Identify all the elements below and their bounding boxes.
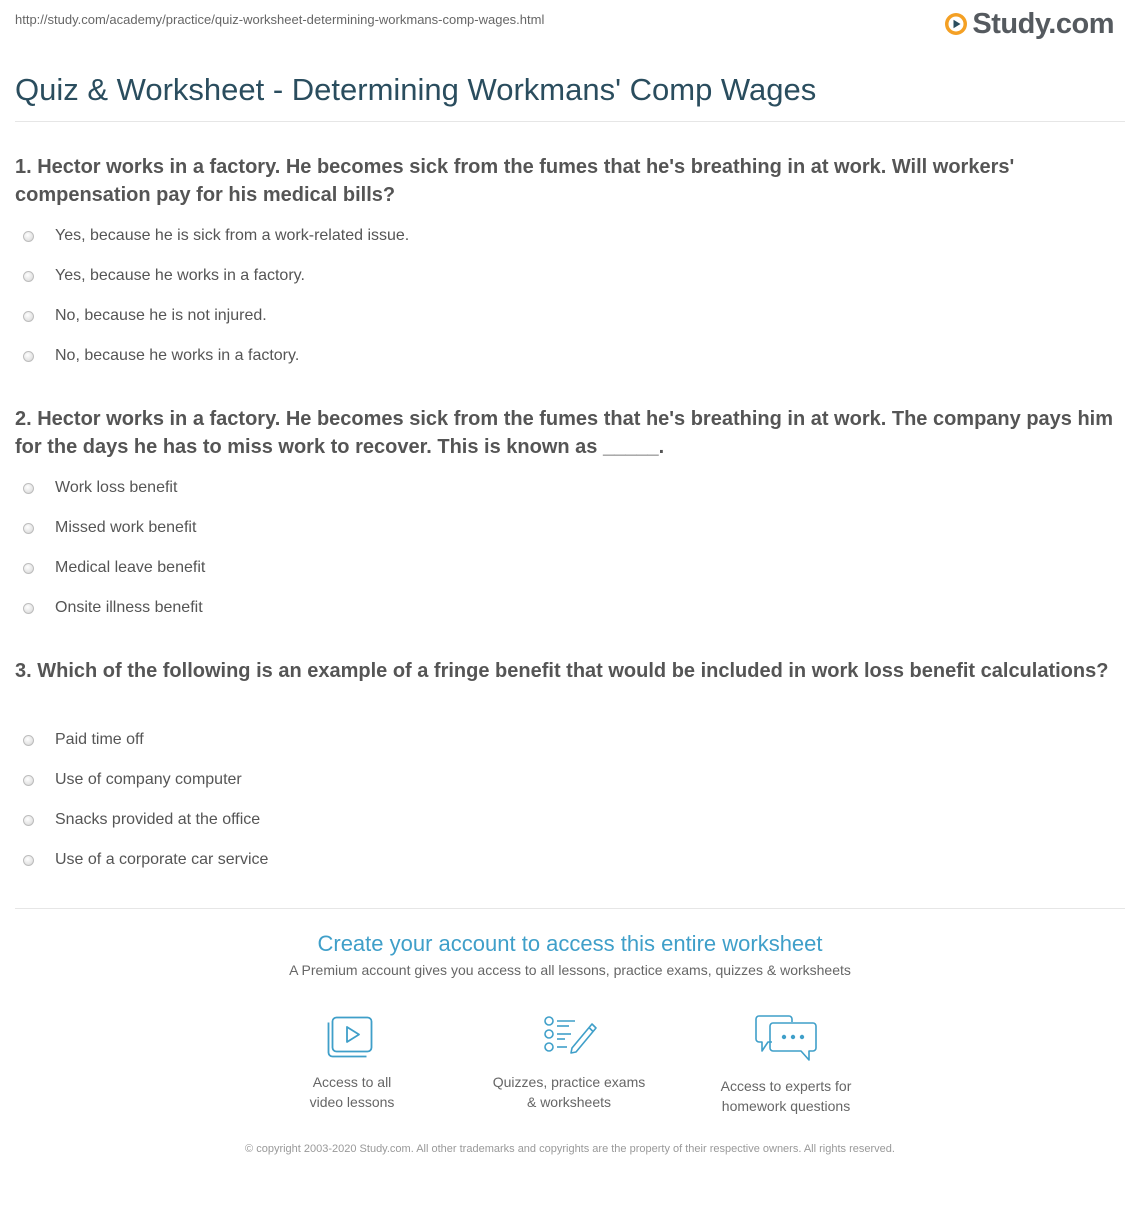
answer-option[interactable] [15, 720, 1115, 760]
feature-line: & worksheets [526, 1094, 612, 1110]
answer-option[interactable] [15, 800, 1115, 840]
answer-label: Work loss benefit [55, 479, 178, 496]
answer-option[interactable] [15, 216, 1115, 256]
answer-label: Yes, because he is sick from a work-related issue. [55, 227, 410, 244]
quiz-checklist-icon [539, 1012, 599, 1060]
radio-button[interactable] [23, 855, 34, 866]
play-logo-icon [944, 12, 968, 36]
feature-line: Access to experts for [720, 1078, 852, 1094]
answer-option[interactable] [15, 840, 1115, 880]
answer-label: No, because he works in a factory. [55, 347, 300, 364]
video-lesson-icon [322, 1012, 382, 1060]
cta-divider [15, 908, 1125, 909]
radio-button[interactable] [23, 231, 34, 242]
chat-bubbles-icon [753, 1012, 819, 1064]
answer-option[interactable] [15, 508, 1115, 548]
logo-text: Study.com [972, 8, 1114, 40]
feature-video-lessons [257, 1012, 447, 1112]
radio-button[interactable] [23, 523, 34, 534]
feature-line: Access to all [312, 1074, 392, 1090]
feature-line: Quizzes, practice exams [492, 1074, 646, 1090]
page-url: http://study.com/academy/practice/quiz-worksheet-determining-workmans-comp-wages.html [15, 12, 545, 27]
answer-label: Use of company computer [55, 771, 242, 788]
answer-label: Onsite illness benefit [55, 599, 203, 616]
answer-option[interactable] [15, 336, 1115, 376]
answer-label: Use of a corporate car service [55, 851, 269, 868]
answer-option[interactable] [15, 256, 1115, 296]
answer-label: Snacks provided at the office [55, 811, 261, 828]
question-3: 3. Which of the following is an example of a fringe benefit that would be included in work loss benefit calculations? [15, 660, 1109, 682]
study-logo[interactable] [944, 7, 1114, 41]
answer-label: Paid time off [55, 731, 144, 748]
answer-label: Missed work benefit [55, 519, 197, 536]
answer-label: Medical leave benefit [55, 559, 206, 576]
radio-button[interactable] [23, 775, 34, 786]
answer-option[interactable] [15, 548, 1115, 588]
radio-button[interactable] [23, 271, 34, 282]
question-3-options [15, 720, 1115, 880]
question-2: 2. Hector works in a factory. He becomes sick from the fumes that he's breathing in at work. The company pays him for the days he has to miss work to recover. This is known as _____. [15, 408, 1114, 458]
title-divider [15, 121, 1125, 122]
radio-button[interactable] [23, 311, 34, 322]
answer-option[interactable] [15, 296, 1115, 336]
question-1-options [15, 216, 1115, 376]
answer-label: Yes, because he works in a factory. [55, 267, 305, 284]
answer-option[interactable] [15, 760, 1115, 800]
premium-description: A Premium account gives you access to all lessons, practice exams, quizzes & worksheets [289, 962, 851, 978]
answer-option[interactable] [15, 468, 1115, 508]
copyright-notice: © copyright 2003-2020 Study.com. All other trademarks and copyrights are the property of their respective owners. All rights reserved. [245, 1143, 895, 1155]
radio-button[interactable] [23, 483, 34, 494]
create-account-link[interactable]: Create your account to access this entire worksheet [317, 931, 823, 956]
answer-option[interactable] [15, 588, 1115, 628]
radio-button[interactable] [23, 735, 34, 746]
feature-quizzes [474, 1012, 664, 1112]
feature-experts [691, 1012, 881, 1116]
page-title: Quiz & Worksheet - Determining Workmans' Comp Wages [15, 72, 817, 107]
radio-button[interactable] [23, 815, 34, 826]
radio-button[interactable] [23, 603, 34, 614]
answer-label: No, because he is not injured. [55, 307, 267, 324]
question-1: 1. Hector works in a factory. He becomes sick from the fumes that he's breathing in at work. Will workers' compensation pay for his medical bills? [15, 156, 1015, 206]
question-2-options [15, 468, 1115, 628]
feature-line: video lessons [309, 1094, 395, 1110]
radio-button[interactable] [23, 351, 34, 362]
feature-line: homework questions [721, 1098, 851, 1114]
radio-button[interactable] [23, 563, 34, 574]
